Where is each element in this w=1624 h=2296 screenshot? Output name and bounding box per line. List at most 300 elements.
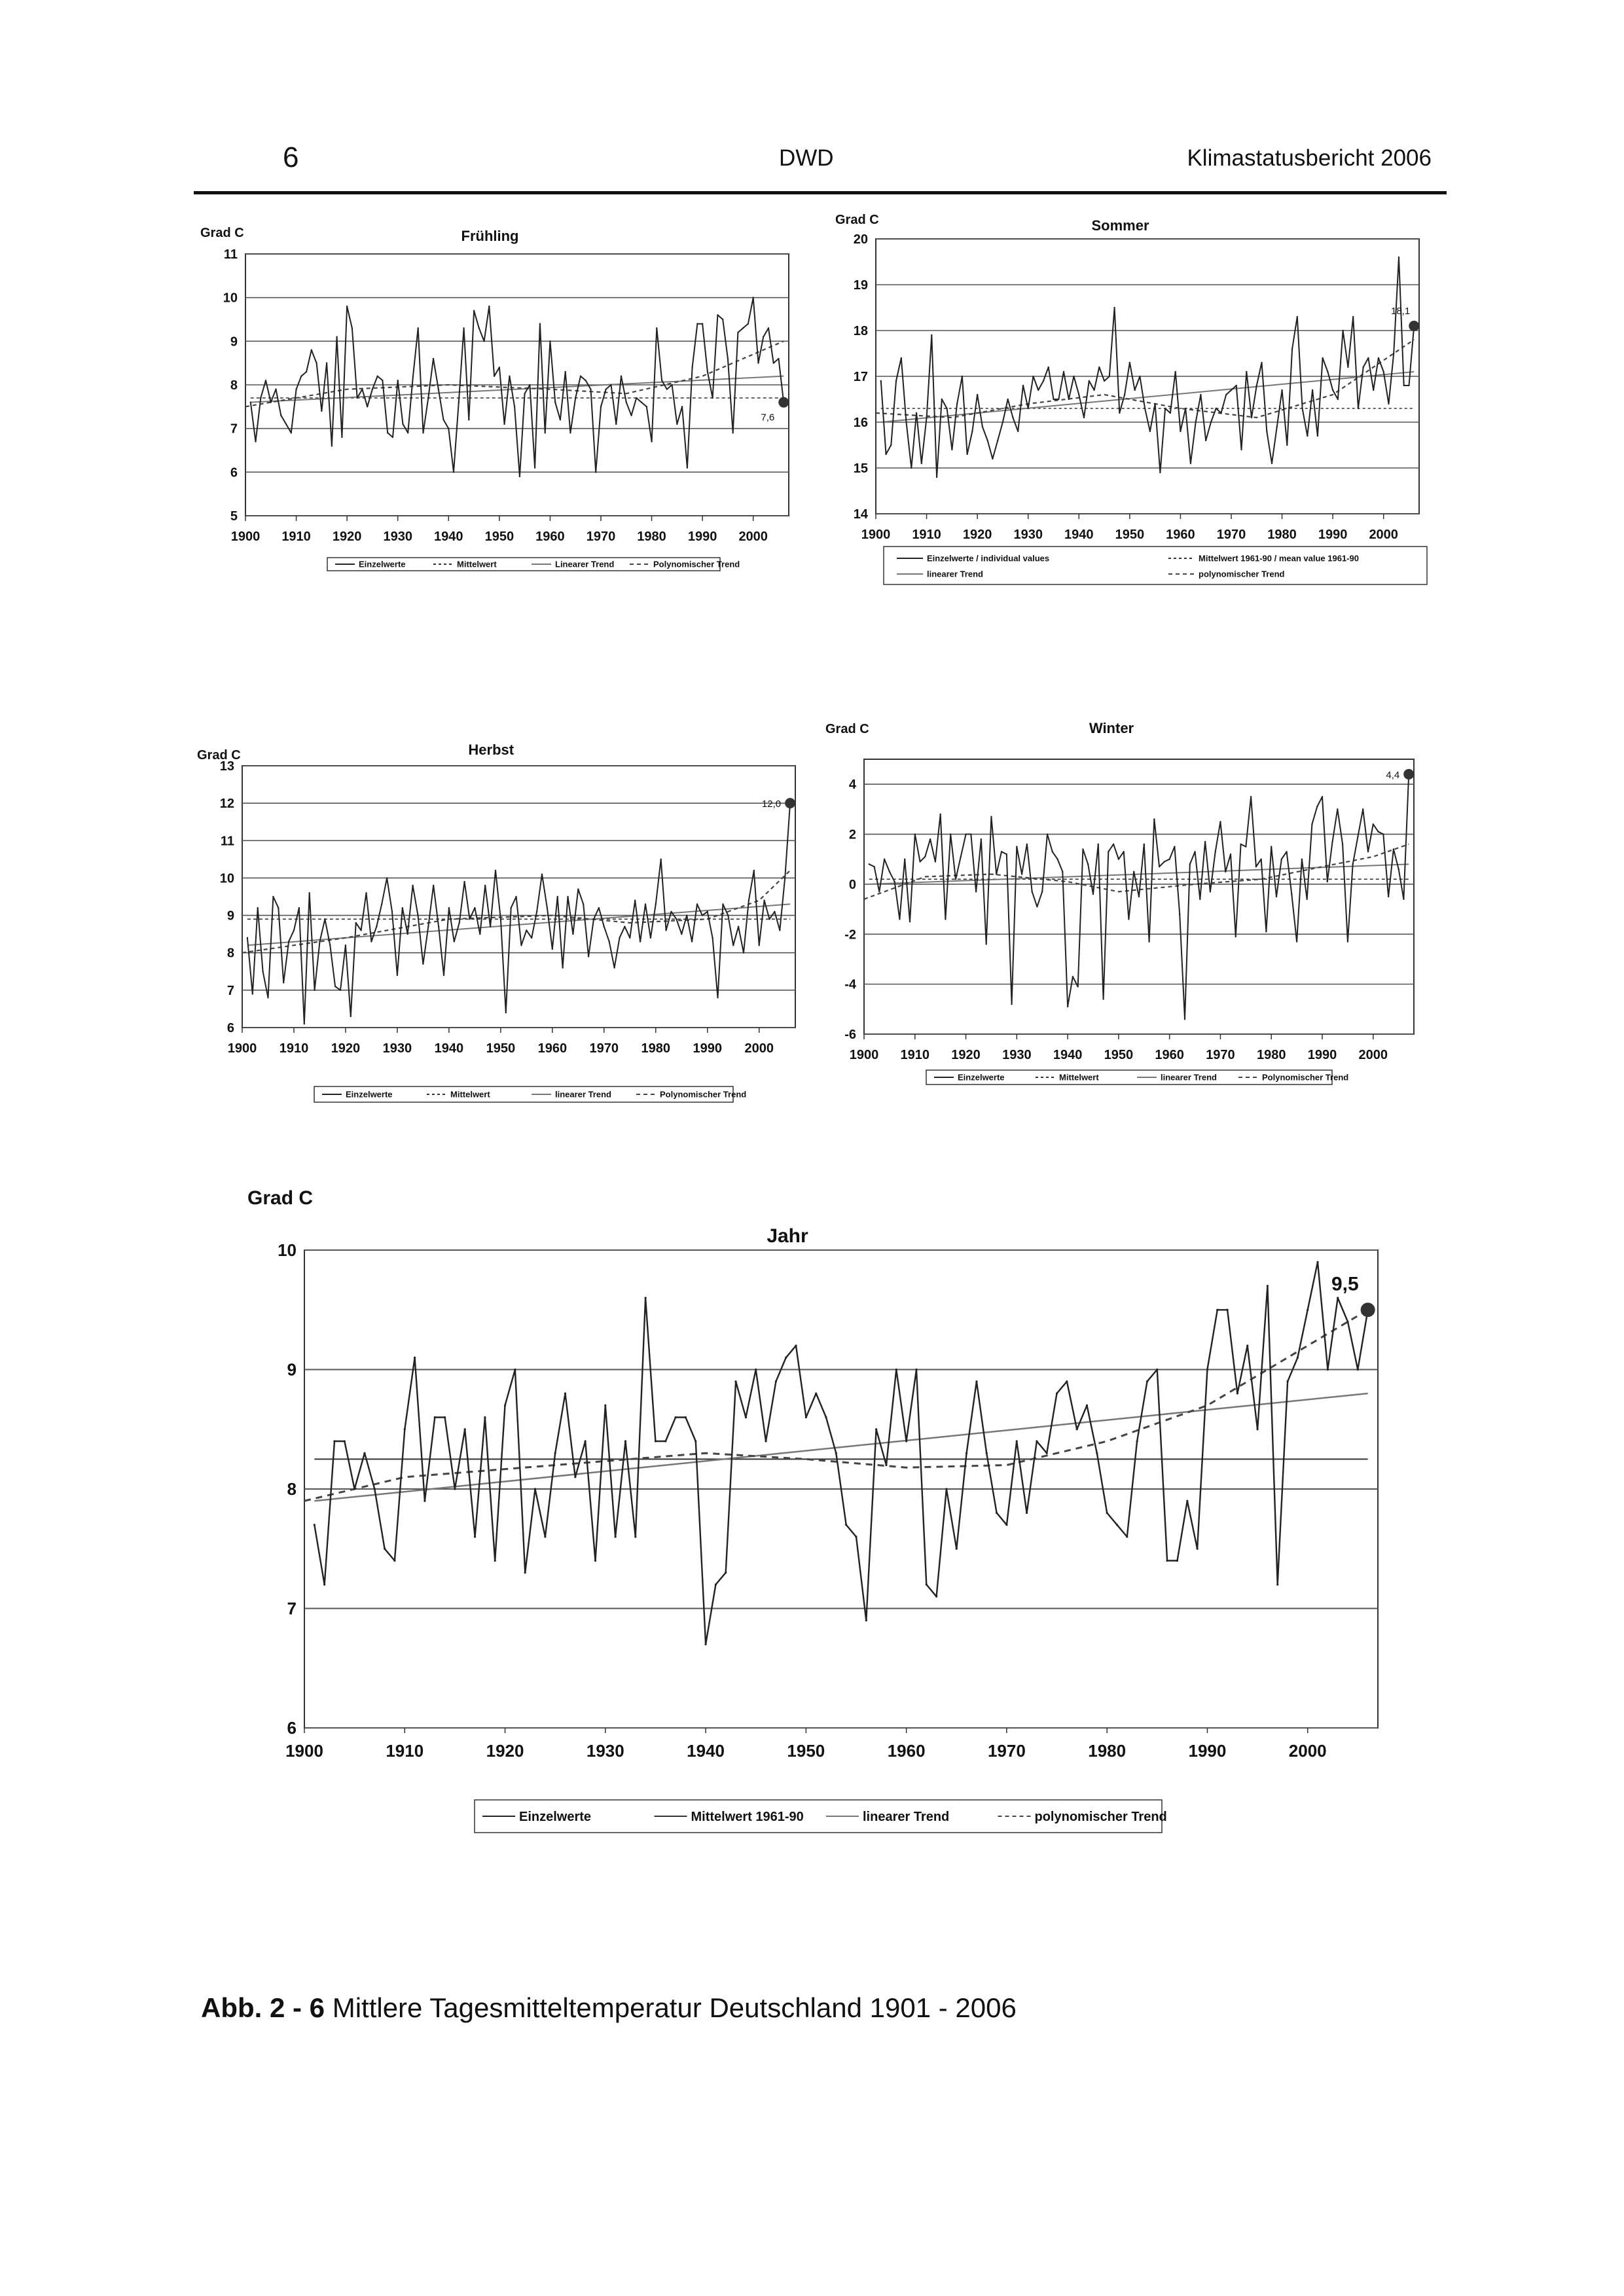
data-point bbox=[1186, 1500, 1188, 1502]
y-tick-label: 15 bbox=[853, 461, 868, 476]
x-tick-label: 1950 bbox=[486, 1041, 516, 1056]
chart-sommer-svg bbox=[831, 209, 1447, 589]
data-point bbox=[899, 918, 900, 920]
data-point bbox=[552, 948, 553, 950]
latest-value-marker bbox=[778, 397, 789, 408]
data-point bbox=[283, 982, 284, 983]
data-point bbox=[554, 1452, 556, 1454]
data-point bbox=[1129, 362, 1130, 363]
data-point bbox=[1133, 871, 1134, 872]
x-tick-label: 1910 bbox=[900, 1048, 930, 1062]
data-point bbox=[360, 929, 361, 931]
data-point bbox=[478, 327, 480, 329]
data-point bbox=[748, 323, 749, 324]
data-point bbox=[1092, 893, 1094, 895]
data-point bbox=[280, 414, 281, 416]
data-point bbox=[594, 1560, 596, 1562]
data-point bbox=[745, 1416, 747, 1418]
y-tick-label: 7 bbox=[226, 983, 234, 998]
data-point bbox=[634, 1535, 636, 1537]
data-point bbox=[609, 941, 610, 942]
legend-label: Einzelwerte / individual values bbox=[927, 553, 1050, 564]
latest-value-label: 7,6 bbox=[761, 412, 775, 423]
data-point bbox=[981, 838, 982, 840]
data-point bbox=[905, 1440, 907, 1442]
x-tick-label: 1910 bbox=[279, 1041, 309, 1056]
data-point bbox=[996, 1512, 998, 1514]
data-point bbox=[734, 1380, 736, 1382]
chart-winter bbox=[821, 713, 1437, 1119]
data-point bbox=[1038, 389, 1039, 391]
data-point bbox=[275, 388, 276, 389]
data-point bbox=[580, 375, 581, 376]
data-point bbox=[1144, 844, 1145, 845]
data-point bbox=[1347, 367, 1348, 368]
data-point bbox=[331, 445, 333, 446]
data-point bbox=[1246, 371, 1247, 372]
data-point bbox=[895, 380, 897, 382]
x-tick-label: 1960 bbox=[887, 1741, 926, 1761]
data-point bbox=[691, 941, 693, 942]
data-point bbox=[1367, 851, 1369, 852]
data-point bbox=[986, 1452, 988, 1454]
legend-label: polynomischer Trend bbox=[1199, 569, 1285, 579]
data-point bbox=[386, 877, 388, 878]
x-tick-label: 1940 bbox=[1064, 528, 1094, 542]
data-point bbox=[1180, 431, 1181, 432]
data-point bbox=[753, 296, 754, 298]
data-point bbox=[557, 896, 558, 897]
x-tick-label: 1950 bbox=[484, 529, 514, 544]
data-point bbox=[951, 449, 952, 450]
data-point bbox=[1153, 818, 1155, 819]
data-point bbox=[311, 349, 312, 350]
data-point bbox=[1002, 422, 1003, 423]
y-tick-label: 0 bbox=[848, 877, 856, 892]
y-tick-label: -2 bbox=[844, 927, 856, 942]
data-point bbox=[1011, 1003, 1012, 1005]
data-point bbox=[458, 922, 460, 924]
data-point bbox=[433, 885, 434, 886]
data-point bbox=[970, 833, 971, 834]
y-axis-label: Grad C bbox=[197, 748, 241, 762]
data-point bbox=[727, 358, 729, 359]
data-point bbox=[1164, 408, 1166, 409]
data-point bbox=[1256, 1428, 1258, 1430]
header-report-title: Klimastatusbericht 2006 bbox=[1187, 145, 1432, 171]
data-point bbox=[468, 419, 469, 420]
data-point bbox=[805, 1416, 807, 1418]
data-point bbox=[815, 1392, 817, 1394]
data-point bbox=[1276, 1583, 1278, 1585]
y-tick-label: -4 bbox=[844, 977, 856, 992]
data-point bbox=[433, 358, 434, 359]
chart-fruehling bbox=[196, 223, 812, 589]
data-point bbox=[935, 861, 936, 862]
data-point bbox=[1393, 353, 1394, 354]
data-point bbox=[1017, 431, 1019, 432]
data-point bbox=[361, 388, 363, 389]
data-point bbox=[997, 440, 998, 441]
data-point bbox=[255, 440, 256, 442]
data-point bbox=[763, 336, 764, 337]
data-point bbox=[422, 432, 424, 433]
data-point bbox=[334, 986, 336, 987]
data-point bbox=[321, 410, 322, 412]
y-tick-label: 9 bbox=[230, 334, 238, 350]
latest-value-marker bbox=[1403, 769, 1414, 780]
data-point bbox=[1226, 1309, 1228, 1311]
data-point bbox=[367, 406, 368, 407]
data-point bbox=[835, 1452, 837, 1454]
data-point bbox=[1216, 408, 1217, 409]
data-point bbox=[1108, 851, 1109, 852]
data-point bbox=[442, 419, 444, 420]
data-point bbox=[1216, 1309, 1218, 1311]
data-point bbox=[1362, 808, 1363, 810]
data-point bbox=[661, 380, 662, 381]
data-point bbox=[1206, 1369, 1208, 1371]
data-point bbox=[329, 944, 331, 946]
data-point bbox=[1382, 833, 1384, 834]
data-point bbox=[524, 393, 525, 394]
data-point bbox=[939, 814, 941, 815]
data-point bbox=[324, 918, 325, 920]
data-point bbox=[655, 903, 657, 905]
data-point bbox=[519, 476, 520, 477]
x-tick-label: 1920 bbox=[951, 1048, 981, 1062]
data-point bbox=[1179, 914, 1180, 915]
x-tick-label: 1920 bbox=[331, 1041, 361, 1056]
data-point bbox=[1403, 899, 1404, 900]
data-point bbox=[514, 1369, 516, 1371]
header-rule bbox=[194, 191, 1447, 194]
y-tick-label: 12 bbox=[219, 797, 234, 812]
data-point bbox=[424, 1500, 425, 1502]
x-tick-label: 1990 bbox=[1188, 1741, 1227, 1761]
data-point bbox=[1119, 412, 1120, 414]
data-point bbox=[363, 1452, 365, 1454]
y-axis-label: Grad C bbox=[247, 1187, 314, 1209]
data-point bbox=[534, 1488, 536, 1490]
data-point bbox=[1093, 389, 1094, 391]
data-point bbox=[585, 1440, 586, 1442]
data-point bbox=[370, 941, 372, 942]
data-point bbox=[686, 914, 687, 916]
data-point bbox=[345, 944, 346, 946]
data-point bbox=[1291, 893, 1292, 895]
legend-label: linearer Trend bbox=[863, 1810, 950, 1824]
data-point bbox=[514, 406, 515, 407]
y-tick-label: 9 bbox=[287, 1359, 297, 1380]
data-point bbox=[544, 432, 545, 433]
data-point bbox=[484, 885, 486, 886]
data-point bbox=[1373, 823, 1374, 825]
x-tick-label: 1990 bbox=[687, 529, 717, 544]
data-point bbox=[1184, 1018, 1185, 1020]
data-point bbox=[1235, 936, 1236, 937]
data-point bbox=[725, 1571, 727, 1573]
data-point bbox=[646, 406, 647, 407]
data-point bbox=[412, 375, 414, 376]
data-point bbox=[645, 1297, 647, 1299]
data-point bbox=[314, 1524, 316, 1526]
legend-label: Mittelwert 1961-90 / mean value 1961-90 bbox=[1199, 553, 1359, 564]
page-number: 6 bbox=[283, 141, 299, 173]
data-point bbox=[1077, 986, 1078, 987]
data-point bbox=[1337, 808, 1338, 810]
data-point bbox=[1026, 844, 1028, 845]
data-point bbox=[966, 454, 967, 455]
x-tick-label: 1960 bbox=[1166, 528, 1195, 542]
data-point bbox=[743, 952, 744, 954]
data-point bbox=[795, 1344, 797, 1346]
data-point bbox=[402, 423, 403, 425]
legend-label: Einzelwerte bbox=[958, 1072, 1005, 1083]
data-point bbox=[1047, 833, 1048, 834]
data-point bbox=[575, 397, 576, 399]
data-point bbox=[1128, 918, 1129, 920]
data-point bbox=[464, 1428, 466, 1430]
data-point bbox=[1357, 836, 1358, 837]
data-point bbox=[544, 1535, 546, 1537]
data-point bbox=[588, 956, 589, 957]
x-tick-label: 1950 bbox=[787, 1741, 825, 1761]
data-point bbox=[1367, 357, 1369, 359]
data-point bbox=[975, 1380, 977, 1382]
data-point bbox=[1026, 1512, 1028, 1514]
data-point bbox=[352, 327, 353, 329]
data-point bbox=[1104, 380, 1105, 382]
data-point bbox=[748, 900, 749, 901]
latest-value-marker bbox=[785, 798, 795, 808]
data-point bbox=[595, 471, 596, 473]
data-point bbox=[986, 440, 988, 441]
data-point bbox=[1113, 844, 1114, 845]
data-point bbox=[531, 937, 532, 939]
data-point bbox=[655, 1440, 657, 1442]
chart-sommer bbox=[831, 209, 1447, 589]
data-point bbox=[1316, 806, 1318, 807]
figure-caption-label: Abb. 2 - 6 bbox=[201, 1992, 325, 2023]
data-point bbox=[1106, 1512, 1108, 1514]
data-point bbox=[541, 874, 543, 875]
data-point bbox=[1164, 861, 1165, 862]
data-point bbox=[1021, 873, 1022, 874]
data-point bbox=[285, 423, 287, 425]
data-point bbox=[1297, 1357, 1299, 1359]
data-point bbox=[636, 397, 637, 399]
data-point bbox=[583, 903, 584, 905]
data-point bbox=[1066, 1380, 1068, 1382]
x-tick-label: 1990 bbox=[1318, 528, 1348, 542]
data-point bbox=[391, 911, 393, 912]
latest-value-label: 18,1 bbox=[1391, 306, 1411, 317]
legend bbox=[475, 1800, 1167, 1833]
data-point bbox=[753, 870, 755, 871]
data-point bbox=[604, 926, 605, 927]
x-tick-label: 1910 bbox=[386, 1741, 424, 1761]
data-point bbox=[1291, 348, 1293, 350]
data-point bbox=[727, 914, 729, 916]
data-point bbox=[250, 401, 251, 403]
data-point bbox=[598, 907, 600, 908]
y-tick-label: 10 bbox=[278, 1240, 297, 1261]
data-point bbox=[1332, 389, 1333, 391]
data-point bbox=[624, 926, 625, 927]
y-tick-label: 18 bbox=[853, 324, 868, 338]
data-point bbox=[873, 866, 875, 867]
data-point bbox=[547, 907, 548, 908]
data-point bbox=[1016, 1440, 1018, 1442]
data-point bbox=[779, 929, 780, 931]
data-point bbox=[935, 1596, 937, 1598]
y-tick-label: -6 bbox=[844, 1028, 856, 1042]
data-point bbox=[1322, 357, 1323, 359]
data-point bbox=[340, 990, 341, 991]
chart-fruehling-svg bbox=[196, 223, 812, 589]
y-tick-label: 13 bbox=[219, 759, 234, 774]
data-point bbox=[1006, 853, 1007, 855]
data-point bbox=[604, 1405, 606, 1407]
latest-value-label: 9,5 bbox=[1331, 1273, 1359, 1295]
y-tick-label: 6 bbox=[230, 465, 238, 480]
data-point bbox=[1219, 821, 1221, 822]
data-point bbox=[417, 914, 418, 916]
data-point bbox=[355, 922, 357, 924]
chart-title: Winter bbox=[1089, 720, 1134, 736]
x-tick-label: 1930 bbox=[586, 1741, 624, 1761]
latest-value-label: 4,4 bbox=[1386, 769, 1400, 781]
legend-label: Einzelwerte bbox=[346, 1089, 393, 1100]
data-point bbox=[1096, 1452, 1098, 1454]
data-point bbox=[483, 340, 484, 342]
x-tick-label: 1920 bbox=[332, 529, 362, 544]
data-point bbox=[372, 388, 373, 389]
data-point bbox=[768, 918, 770, 920]
x-tick-label: 1940 bbox=[434, 1041, 464, 1056]
data-point bbox=[1154, 403, 1155, 404]
data-point bbox=[1266, 431, 1267, 432]
data-point bbox=[825, 1416, 827, 1418]
chart-jahr-svg bbox=[242, 1185, 1394, 1859]
y-tick-label: 10 bbox=[219, 871, 234, 886]
data-point bbox=[560, 419, 561, 420]
data-point bbox=[1109, 376, 1110, 377]
data-point bbox=[615, 1535, 617, 1537]
data-point bbox=[402, 907, 403, 908]
chart-title: Herbst bbox=[468, 742, 514, 758]
data-point bbox=[865, 1619, 867, 1621]
data-point bbox=[1225, 394, 1227, 395]
data-point bbox=[915, 1369, 917, 1371]
data-point bbox=[404, 1428, 406, 1430]
data-point bbox=[696, 903, 698, 905]
y-tick-label: 6 bbox=[287, 1718, 297, 1738]
x-tick-label: 1980 bbox=[1267, 528, 1297, 542]
data-point bbox=[490, 926, 491, 927]
data-point bbox=[895, 1369, 897, 1371]
data-point bbox=[1210, 422, 1212, 423]
data-point bbox=[494, 1560, 496, 1562]
data-point bbox=[936, 476, 937, 478]
legend-label: Linearer Trend bbox=[555, 559, 615, 569]
y-tick-label: 11 bbox=[223, 247, 238, 262]
data-point bbox=[960, 856, 962, 857]
data-point bbox=[704, 1643, 706, 1645]
data-point bbox=[585, 380, 586, 381]
data-point bbox=[1327, 1369, 1329, 1371]
data-point bbox=[869, 863, 870, 865]
data-point bbox=[1199, 899, 1200, 900]
x-tick-label: 2000 bbox=[744, 1041, 774, 1056]
data-point bbox=[262, 971, 263, 972]
y-tick-label: 7 bbox=[230, 422, 238, 437]
x-tick-label: 1900 bbox=[861, 528, 891, 542]
data-point bbox=[260, 397, 261, 399]
x-tick-label: 1900 bbox=[849, 1048, 879, 1062]
data-point bbox=[529, 384, 530, 386]
data-point bbox=[1185, 408, 1186, 409]
data-point bbox=[346, 306, 348, 307]
data-point bbox=[1149, 431, 1151, 432]
x-tick-label: 2000 bbox=[1288, 1741, 1327, 1761]
data-point bbox=[926, 417, 927, 418]
x-tick-label: 1920 bbox=[962, 528, 992, 542]
data-point bbox=[737, 332, 738, 333]
data-point bbox=[1056, 859, 1058, 860]
data-point bbox=[341, 437, 342, 438]
legend bbox=[314, 1086, 746, 1102]
data-point bbox=[893, 881, 895, 882]
data-point bbox=[1311, 823, 1312, 825]
data-point bbox=[1118, 859, 1119, 860]
data-point bbox=[564, 1392, 566, 1394]
data-point bbox=[914, 833, 916, 834]
data-point bbox=[722, 319, 723, 320]
x-tick-label: 1980 bbox=[1088, 1741, 1127, 1761]
data-point bbox=[1296, 941, 1297, 942]
data-point bbox=[650, 937, 651, 939]
y-tick-label: 8 bbox=[230, 378, 238, 393]
data-point bbox=[773, 362, 774, 363]
data-point bbox=[955, 878, 956, 880]
data-point bbox=[919, 861, 920, 862]
y-tick-label: 17 bbox=[853, 370, 868, 384]
x-tick-label: 1940 bbox=[687, 1741, 725, 1761]
data-point bbox=[1346, 1321, 1348, 1323]
data-point bbox=[323, 1583, 325, 1585]
data-point bbox=[945, 918, 946, 920]
data-point bbox=[763, 900, 765, 901]
data-point bbox=[1102, 998, 1104, 999]
y-axis-label: Grad C bbox=[200, 226, 244, 240]
data-point bbox=[1174, 846, 1175, 847]
data-point bbox=[946, 408, 947, 409]
data-point bbox=[1256, 385, 1257, 386]
data-point bbox=[1307, 435, 1308, 437]
data-point bbox=[929, 838, 931, 840]
data-point bbox=[765, 1440, 767, 1442]
data-point bbox=[681, 406, 683, 407]
x-tick-label: 1990 bbox=[693, 1041, 722, 1056]
data-point bbox=[962, 376, 963, 377]
data-point bbox=[1297, 316, 1298, 317]
data-point bbox=[1327, 881, 1328, 882]
data-point bbox=[905, 422, 907, 423]
data-point bbox=[687, 467, 688, 468]
data-point bbox=[252, 993, 253, 994]
